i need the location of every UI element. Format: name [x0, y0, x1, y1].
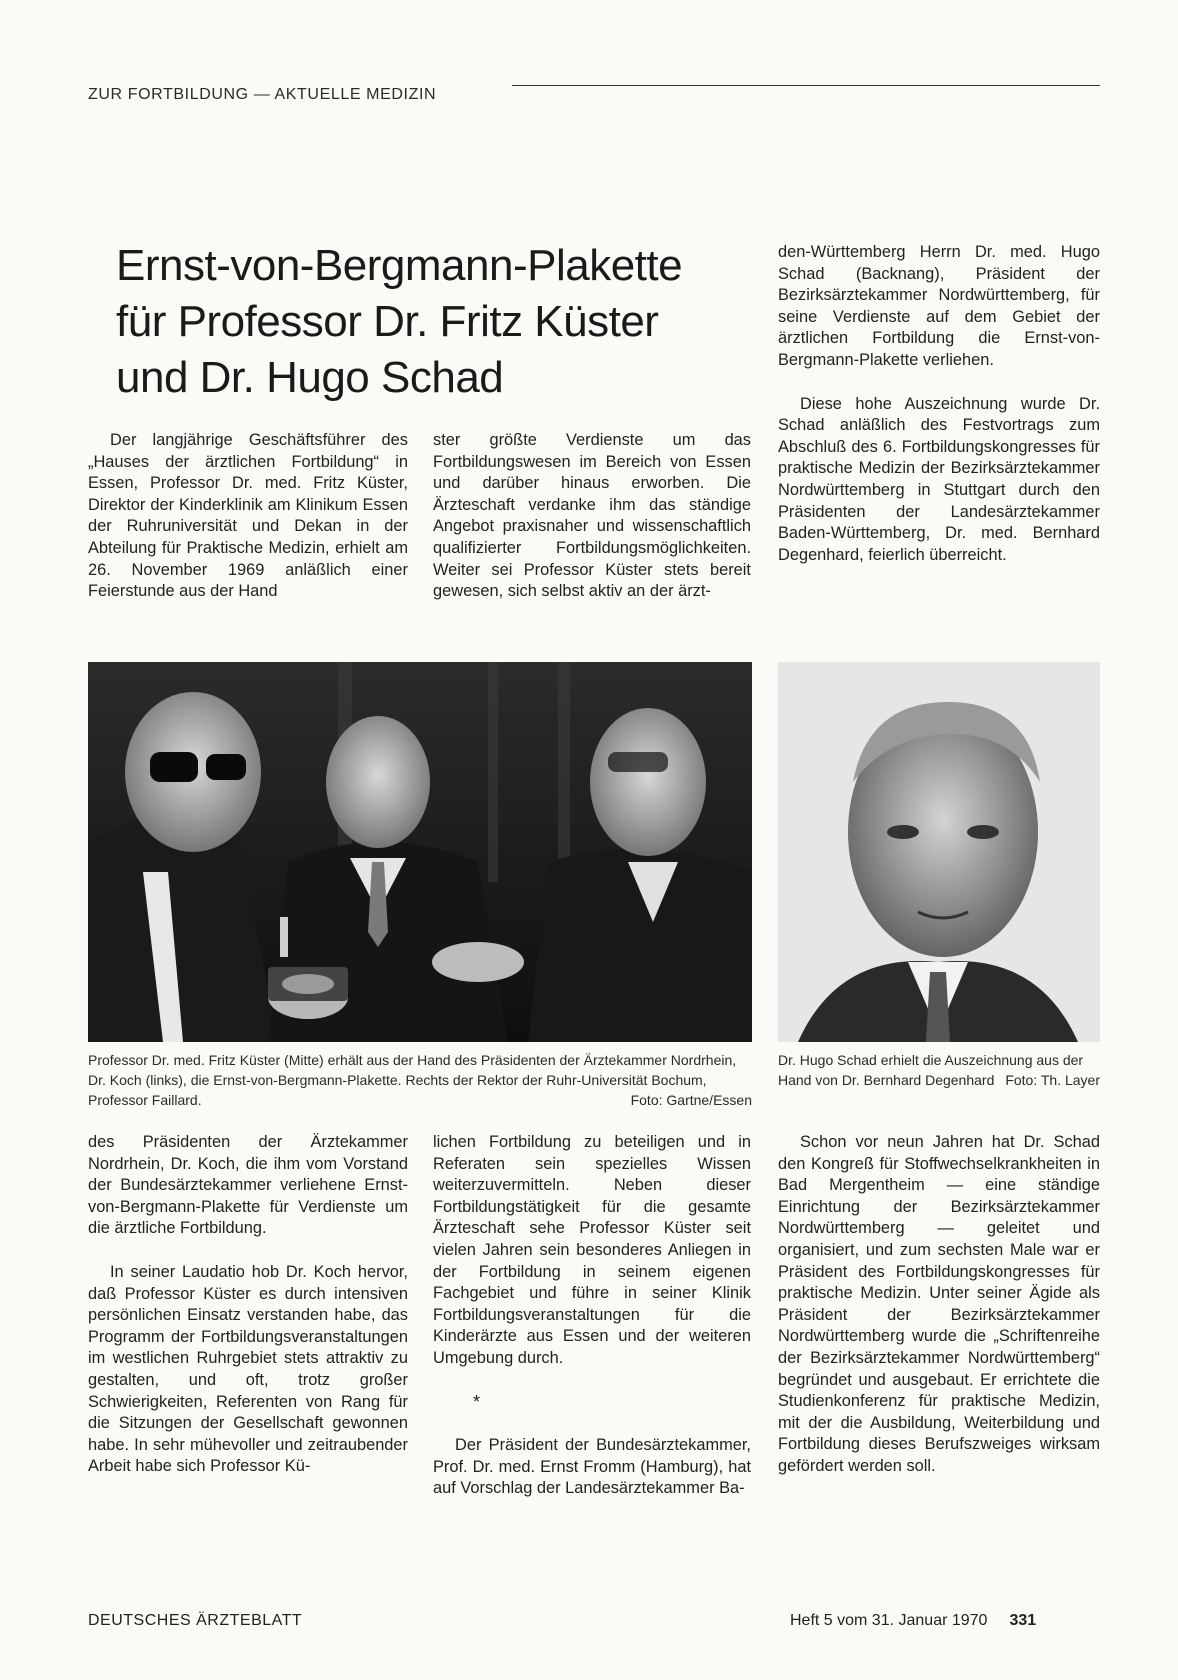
caption-text: Professor Dr. med. Fritz Küster (Mitte) erhält aus der Hand des Präsidenten der Ärztekammer Nordrhein, Dr. Koch (links), die Ernst-von-Bergmann-Plakette. Rechts der Rektor der Ruhr-Universität Bochum, Professor Faillard. [88, 1052, 737, 1108]
paragraph: ster größte Verdienste um das Fortbildungswesen im Bereich von Essen und darüber hinaus erworben. Die Ärzteschaft verdanke ihm das ständige Angebot praxisnaher und wissenschaftlich qualifizierter Fortbildungsmöglichkeiten. Weiter sei Professor Küster stets bereit gewesen, sich selbst aktiv an der ärzt- [433, 431, 751, 601]
portrait-photo-image [778, 662, 1100, 1042]
page-number: 331 [1009, 1612, 1037, 1629]
portrait-photo [778, 662, 1100, 1042]
group-photo-caption [88, 1050, 752, 1110]
photo-credit: Foto: Gartne/Essen [630, 1092, 752, 1108]
paragraph: des Präsidenten der Ärztekammer Nordrhein, Dr. Koch, die ihm vom Vorstand der Bundesärztekammer verliehene Ernst-von-Bergmann-Plakette für Verdienste um die ärztliche Fortbildung. [88, 1133, 408, 1238]
section-separator: * [473, 1391, 481, 1412]
column-3-bottom [778, 1132, 1100, 1478]
paragraph: Diese hohe Auszeichnung wurde Dr. Schad anläßlich des Festvortrags zum Abschluß des 6. Fortbildungskongresses für praktische Medizin der Bezirksärztekammer Nordwürttemberg in Stuttgart durch den Präsidenten der Landesärztekammer Baden-Württemberg, Dr. med. Bernhard Degenhard, feierlich überreicht. [778, 394, 1100, 564]
group-photo [88, 662, 752, 1042]
paragraph: Der Präsident der Bundesärztekammer, Prof. Dr. med. Ernst Fromm (Hamburg), hat auf Vorschlag der Landesärztekammer Ba- [433, 1436, 751, 1498]
paragraph: In seiner Laudatio hob Dr. Koch hervor, daß Professor Küster es durch intensiven persönlichen Einsatz verstanden habe, das Programm der Fortbildungsveranstaltungen im westlichen Ruhrgebiet stets attraktiv zu gestalten, und oft, trotz großer Schwierigkeiten, Referenten von Rang für die Sitzungen der Gesellschaft gewonnen habe. In sehr mühevoller und zeitraubender Arbeit habe sich Professor Kü- [88, 1262, 408, 1476]
issue-info [790, 1612, 1036, 1630]
group-photo-image [88, 662, 752, 1042]
issue-date: Heft 5 vom 31. Januar 1970 [790, 1612, 988, 1629]
column-3-top [778, 242, 1100, 566]
column-1-top [88, 430, 408, 603]
header-rule [512, 85, 1100, 86]
column-2-bottom [433, 1132, 751, 1500]
article-title [116, 238, 756, 406]
column-1-bottom [88, 1132, 408, 1478]
column-2-top [433, 430, 751, 603]
section-label: ZUR FORTBILDUNG — AKTUELLE MEDIZIN [88, 86, 437, 103]
paragraph: den-Württemberg Herrn Dr. med. Hugo Schad (Backnang), Präsident der Bezirksärztekammer Nordwürttemberg, für seine Verdienste auf dem Gebiet der ärztlichen Fortbildung die Ernst-von-Bergmann-Plakette verliehen. [778, 243, 1100, 369]
paragraph: Der langjährige Geschäftsführer des „Hauses der ärztlichen Fortbildung“ in Essen, Professor Dr. med. Fritz Küster, Direktor der Kinderklinik am Klinikum Essen der Ruhruniversität und Dekan in der Abteilung für Praktische Medizin, erhielt am 26. November 1969 anläßlich einer Feierstunde aus der Hand [88, 431, 408, 601]
paragraph: lichen Fortbildung zu beteiligen und in Referaten sein spezielles Wissen weiterzuvermitteln. Neben dieser Fortbildungstätigkeit für die gesamte Ärzteschaft sehe Professor Küster seit vielen Jahren sein besonderes Anliegen in der Fortbildung in seinem eigenen Fachgebiet und führe in seiner Klinik Fortbildungsveranstaltungen für die Kinderärzte aus Essen und der weiteren Umgebung durch. [433, 1133, 751, 1367]
title-line-2: für Professor Dr. Fritz Küster [116, 297, 659, 346]
paragraph: Schon vor neun Jahren hat Dr. Schad den Kongreß für Stoffwechselkrankheiten in Bad Mergentheim — eine ständige Einrichtung der Bezirksärztekammer Nordwürttemberg — geleitet und organisiert, und zum sechsten Male war er Präsident des Fortbildungskongresses für praktische Medizin. Unter seiner Ägide als Präsident der Bezirksärztekammer Nordwürttemberg wurde die „Schriftenreihe der Bezirksärztekammer Nordwürttemberg“ begründet und ausgebaut. Er errichtete die Studienkonferenz für praktische Medizin, mit der die Ausbildung, Weiterbildung und Fortbildung dieses Berufszweiges wirksam gefördert werden soll. [778, 1133, 1100, 1475]
caption-text: Dr. Hugo Schad erhielt die Auszeichnung aus der Hand von Dr. Bernhard Degenhard [778, 1052, 1084, 1088]
journal-name: DEUTSCHES ÄRZTEBLATT [88, 1612, 303, 1629]
title-line-3: und Dr. Hugo Schad [116, 353, 504, 402]
title-line-1: Ernst-von-Bergmann-Plakette [116, 241, 683, 290]
photo-credit: Foto: Th. Layer [1005, 1072, 1100, 1088]
portrait-photo-caption [778, 1050, 1100, 1090]
